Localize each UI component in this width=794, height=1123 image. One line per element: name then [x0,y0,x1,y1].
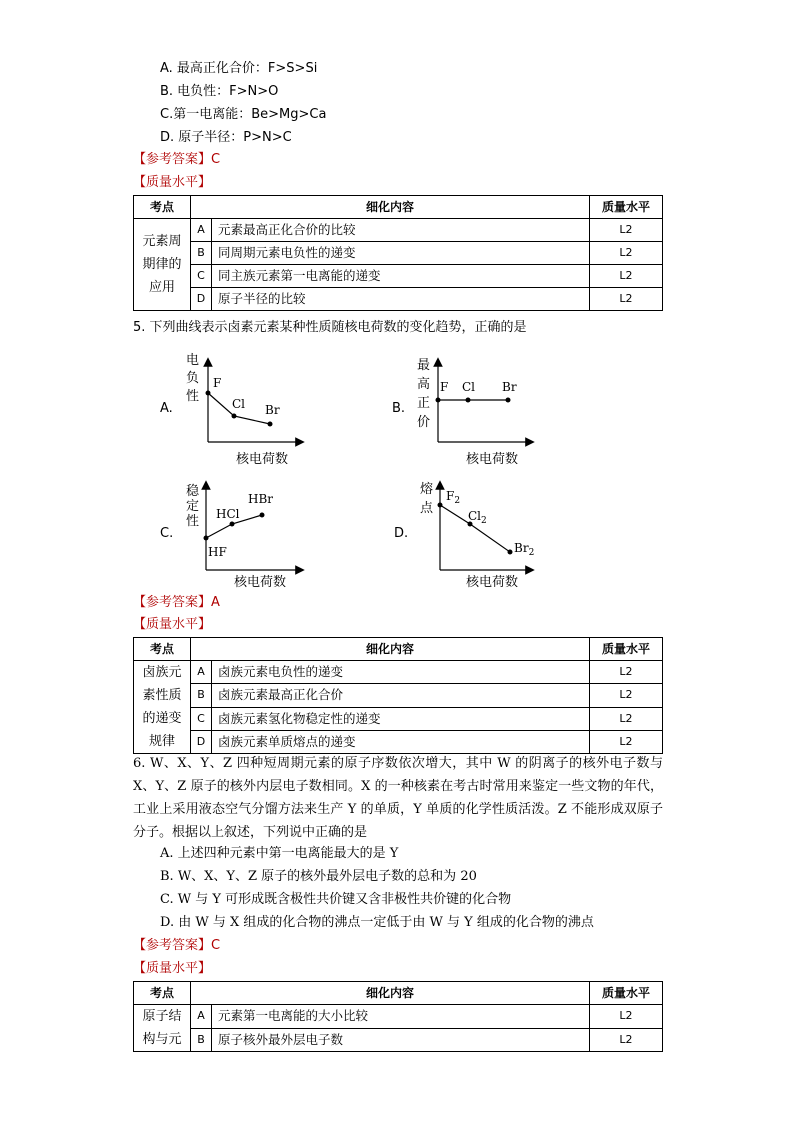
q4-option-d: D. 原子半径：P>N>C [160,130,292,145]
graph-d-label-cl2: $Cl_2$ [468,509,487,526]
graph-d-label-br2: $Br_2$ [514,541,535,558]
row-level: L2 [590,265,663,288]
table-header-row [134,638,663,661]
graph-a-label-br: Br [265,403,280,417]
row-detail: 原子半径的比较 [212,288,590,311]
graph-c-xlabel: 核电荷数 [234,575,287,590]
row-level: L2 [590,1005,663,1029]
q6-option-a: A. 上述四种元素中第一电离能最大的是 Y [160,846,399,861]
table-row [134,707,663,730]
q5-answer: A [211,595,220,610]
q4-quality-label: 【质量水平】 [133,175,212,190]
table-row [134,684,663,707]
header-level: 质量水平 [590,638,663,661]
graph-c-ylabel-1: 稳 [186,484,200,499]
graph-c-point-hcl [230,522,235,527]
answer-label: 【参考答案】 [133,938,212,953]
graph-d-option: D. [394,526,409,541]
q6-option-b: B. W、X、Y、Z 原子的核外最外层电子数的总和为 20 [160,869,477,884]
row-letter: B [191,242,212,265]
row-letter: A [191,219,212,242]
row-letter: D [191,288,212,311]
graph-c-option: C. [160,526,174,541]
graph-d-ylabel-2: 点 [420,501,434,516]
graph-b-ylabel-1: 最 [417,358,431,373]
header-topic: 考点 [134,196,191,219]
table-row [134,730,663,753]
topic-cell: 原子结构与元 [134,1005,191,1052]
row-letter: D [191,730,212,753]
header-level: 质量水平 [590,196,663,219]
graph-d [394,482,534,590]
row-level: L2 [590,219,663,242]
graph-d-label-f2: $F_2$ [446,489,461,506]
q4-answer-line [133,151,220,169]
graph-a [160,352,300,467]
row-letter: A [191,1005,212,1029]
graph-c-point-hf [204,536,209,541]
row-detail: 卤族元素氢化物稳定性的递变 [212,707,590,730]
table-row [134,661,663,684]
q4-option-c: C.第一电离能：Be>Mg>Ca [160,107,327,122]
graph-a-ylabel-2: 负 [186,371,200,386]
q4-answer: C [211,152,221,167]
table-header-row [134,196,663,219]
graph-a-ylabel-1: 电 [186,353,200,368]
header-topic: 考点 [134,638,191,661]
graph-a-option: A. [160,401,173,416]
graph-d-point-br2 [508,550,513,555]
graph-c-label-hbr: HBr [248,492,274,506]
q6-option-d: D. 由 W 与 X 组成的化合物的沸点一定低于由 W 与 Y 组成的化合物的沸点 [160,915,594,930]
q5-answer-line [133,594,220,612]
topic-cell: 元素周期律的应用 [134,219,191,311]
graph-b-point-cl [466,398,471,403]
header-detail: 细化内容 [191,196,590,219]
graph-b-label-cl: Cl [462,380,476,394]
row-level: L2 [590,730,663,753]
q6-stem: 6. W、X、Y、Z 四种短周期元素的原子序数依次增大，其中 W 的阴离子的核外电子数与 X、Y、Z 原子的核外内层电子数相同。X 的一种核素在考古时常用来鉴定一些文物的年代，工业上采用液态空气分馏方法来生产 Y 的单质，Y 单质的化学性质活泼。Z 不能形成双原子分子。根据以上叙述，下列说中正确的是 [133,756,663,840]
graph-a-point-cl [232,414,237,419]
row-letter: C [191,707,212,730]
graph-b-point-br [506,398,511,403]
graph-b-label-br: Br [502,380,517,394]
row-detail: 卤族元素最高正化合价 [212,684,590,707]
header-level: 质量水平 [590,982,663,1005]
graph-a-ylabel-3: 性 [186,389,200,404]
graph-a-label-f: F [213,376,222,390]
q6-option-c: C. W 与 Y 可形成既含极性共价键又含非极性共价键的化合物 [160,892,512,907]
q5-quality-label: 【质量水平】 [133,617,212,632]
graph-d-xlabel: 核电荷数 [466,575,519,590]
graph-c-label-hf: HF [208,545,227,559]
q6-quality-label: 【质量水平】 [133,961,212,976]
graph-c-label-hcl: HCl [216,507,240,521]
row-detail: 元素最高正化合价的比较 [212,219,590,242]
topic-cell: 卤族元素性质的递变规律 [134,661,191,754]
graph-b-option: B. [392,401,406,416]
row-level: L2 [590,242,663,265]
q5-stem: 5. 下列曲线表示卤素元素某种性质随核电荷数的变化趋势，正确的是 [133,320,527,335]
row-letter: B [191,684,212,707]
answer-label: 【参考答案】 [133,152,212,167]
row-detail: 元素第一电离能的大小比较 [212,1005,590,1029]
table-row [134,219,663,242]
header-topic: 考点 [134,982,191,1005]
row-level: L2 [590,661,663,684]
q5-graphs [140,340,560,600]
graph-b-ylabel-2: 高 [417,377,431,392]
row-level: L2 [590,1028,663,1052]
graph-c-point-hbr [260,513,265,518]
graph-b [392,358,530,467]
graph-c-ylabel-2: 定 [186,499,200,514]
graph-b-label-f: F [440,380,449,394]
graph-b-ylabel-3: 正 [417,396,431,411]
row-detail: 同周期元素电负性的递变 [212,242,590,265]
q6-answer: C [211,938,221,953]
graph-a-point-f [206,391,211,396]
row-letter: A [191,661,212,684]
header-detail: 细化内容 [191,638,590,661]
table-row [134,265,663,288]
row-letter: C [191,265,212,288]
row-detail: 卤族元素单质熔点的递变 [212,730,590,753]
table-row [134,1028,663,1052]
table-header-row [134,982,663,1005]
graph-b-xlabel: 核电荷数 [466,452,519,467]
graph-c-ylabel-3: 性 [186,514,200,529]
row-level: L2 [590,288,663,311]
row-detail: 卤族元素电负性的递变 [212,661,590,684]
row-letter: B [191,1028,212,1052]
graph-b-point-f [436,398,441,403]
graph-a-point-br [268,422,273,427]
row-detail: 原子核外最外层电子数 [212,1028,590,1052]
answer-label: 【参考答案】 [133,595,212,610]
graph-d-point-f2 [438,503,443,508]
graph-c [160,484,300,590]
row-detail: 同主族元素第一电离能的递变 [212,265,590,288]
row-level: L2 [590,684,663,707]
quality-table-q4 [133,195,663,311]
q4-option-b: B. 电负性：F>N>O [160,84,279,99]
table-row [134,1005,663,1029]
graph-d-ylabel-1: 熔 [420,482,434,497]
quality-table-q6 [133,981,663,1052]
quality-table-q5 [133,637,663,754]
header-detail: 细化内容 [191,982,590,1005]
q4-option-a: A. 最高正化合价：F>S>Si [160,61,318,76]
graph-a-xlabel: 核电荷数 [236,452,289,467]
row-level: L2 [590,707,663,730]
q6-answer-line [133,937,220,955]
graph-b-ylabel-4: 价 [417,415,431,430]
table-row [134,242,663,265]
graph-a-label-cl: Cl [232,397,246,411]
table-row [134,288,663,311]
